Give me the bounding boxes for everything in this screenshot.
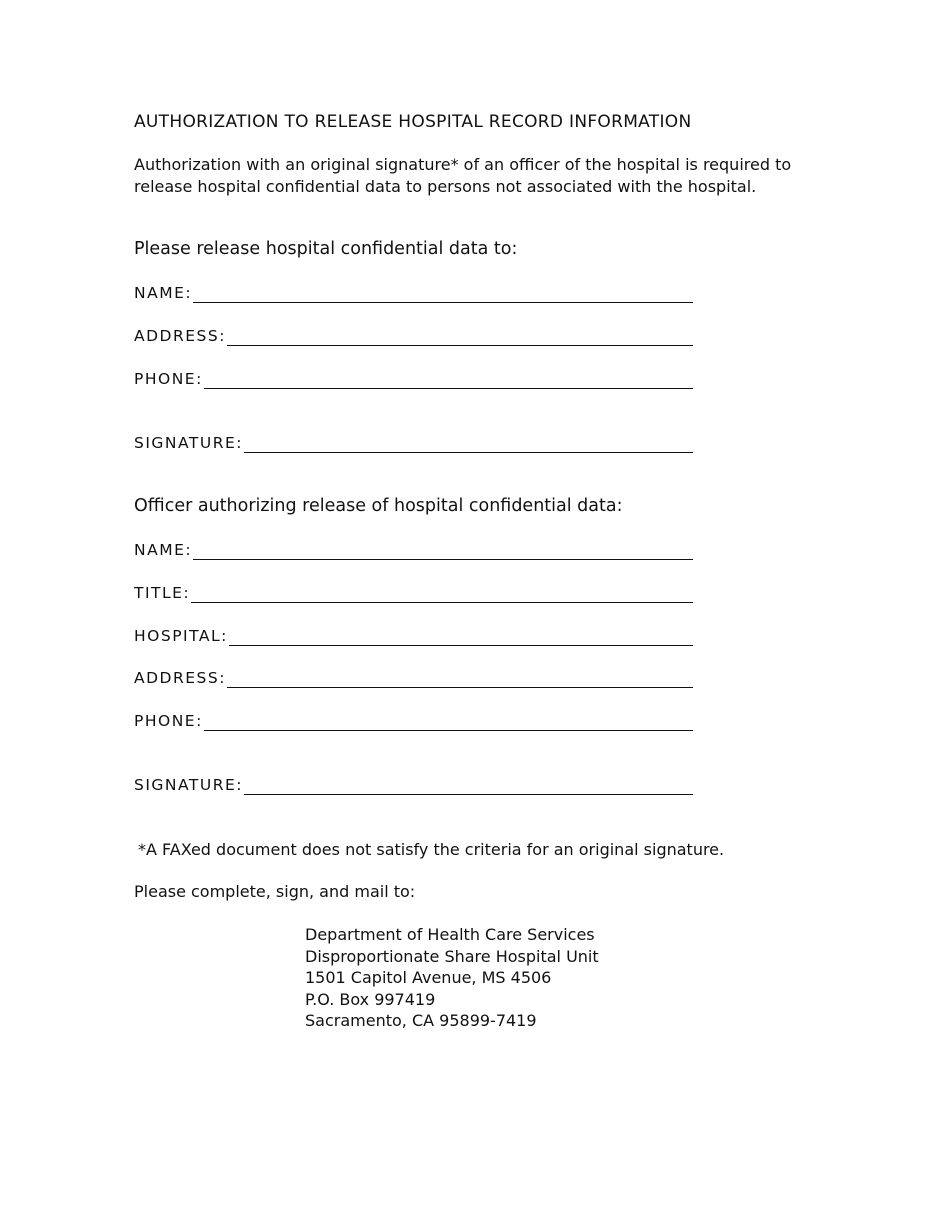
officer-name-field xyxy=(134,541,693,560)
officer-phone-label: PHONE: xyxy=(134,712,203,730)
officer-section-heading: Officer authorizing release of hospital confidential data: xyxy=(134,496,623,516)
recipient-address-input-line[interactable] xyxy=(227,327,693,346)
officer-phone-input-line[interactable] xyxy=(204,712,693,731)
recipient-section-heading: Please release hospital confidential data to: xyxy=(134,239,518,259)
recipient-address-label: ADDRESS: xyxy=(134,327,226,345)
recipient-name-field xyxy=(134,284,693,303)
mailing-address-line: Department of Health Care Services xyxy=(305,925,595,944)
officer-signature-label: SIGNATURE: xyxy=(134,776,244,794)
officer-signature-input-line[interactable] xyxy=(244,776,693,795)
officer-phone-field xyxy=(134,712,693,731)
intro-paragraph: Authorization with an original signature* of an officer of the hospital is required to release hospital confidential data to persons not associated with the hospital. xyxy=(134,155,792,196)
recipient-signature-input-line[interactable] xyxy=(244,434,693,453)
officer-name-label: NAME: xyxy=(134,541,193,559)
officer-address-label: ADDRESS: xyxy=(134,669,226,687)
officer-name-input-line[interactable] xyxy=(193,541,693,560)
mailing-address-line: 1501 Capitol Avenue, MS 4506 xyxy=(305,968,552,987)
recipient-phone-field xyxy=(134,370,693,389)
officer-address-input-line[interactable] xyxy=(227,669,693,688)
fax-footnote: *A FAXed document does not satisfy the criteria for an original signature. xyxy=(138,840,725,859)
recipient-signature-label: SIGNATURE: xyxy=(134,434,244,452)
officer-signature-field xyxy=(134,776,693,795)
recipient-name-input-line[interactable] xyxy=(193,284,693,303)
mailing-address-line: Sacramento, CA 95899-7419 xyxy=(305,1011,537,1030)
officer-title-field xyxy=(134,584,693,603)
officer-title-label: TITLE: xyxy=(134,584,191,602)
mailing-address-block xyxy=(305,924,599,1032)
mailing-instruction: Please complete, sign, and mail to: xyxy=(134,882,416,901)
mailing-address-line: P.O. Box 997419 xyxy=(305,989,436,1009)
officer-title-input-line[interactable] xyxy=(191,584,693,603)
recipient-phone-label: PHONE: xyxy=(134,370,203,388)
document-title: AUTHORIZATION TO RELEASE HOSPITAL RECORD INFORMATION xyxy=(134,112,692,132)
officer-hospital-input-line[interactable] xyxy=(229,627,693,646)
mailing-address-line: Disproportionate Share Hospital Unit xyxy=(305,946,599,966)
officer-address-field xyxy=(134,669,693,688)
recipient-phone-input-line[interactable] xyxy=(204,370,693,389)
recipient-signature-field xyxy=(134,434,693,453)
officer-hospital-field xyxy=(134,627,693,646)
recipient-name-label: NAME: xyxy=(134,284,193,302)
officer-hospital-label: HOSPITAL: xyxy=(134,627,228,645)
recipient-address-field xyxy=(134,327,693,346)
